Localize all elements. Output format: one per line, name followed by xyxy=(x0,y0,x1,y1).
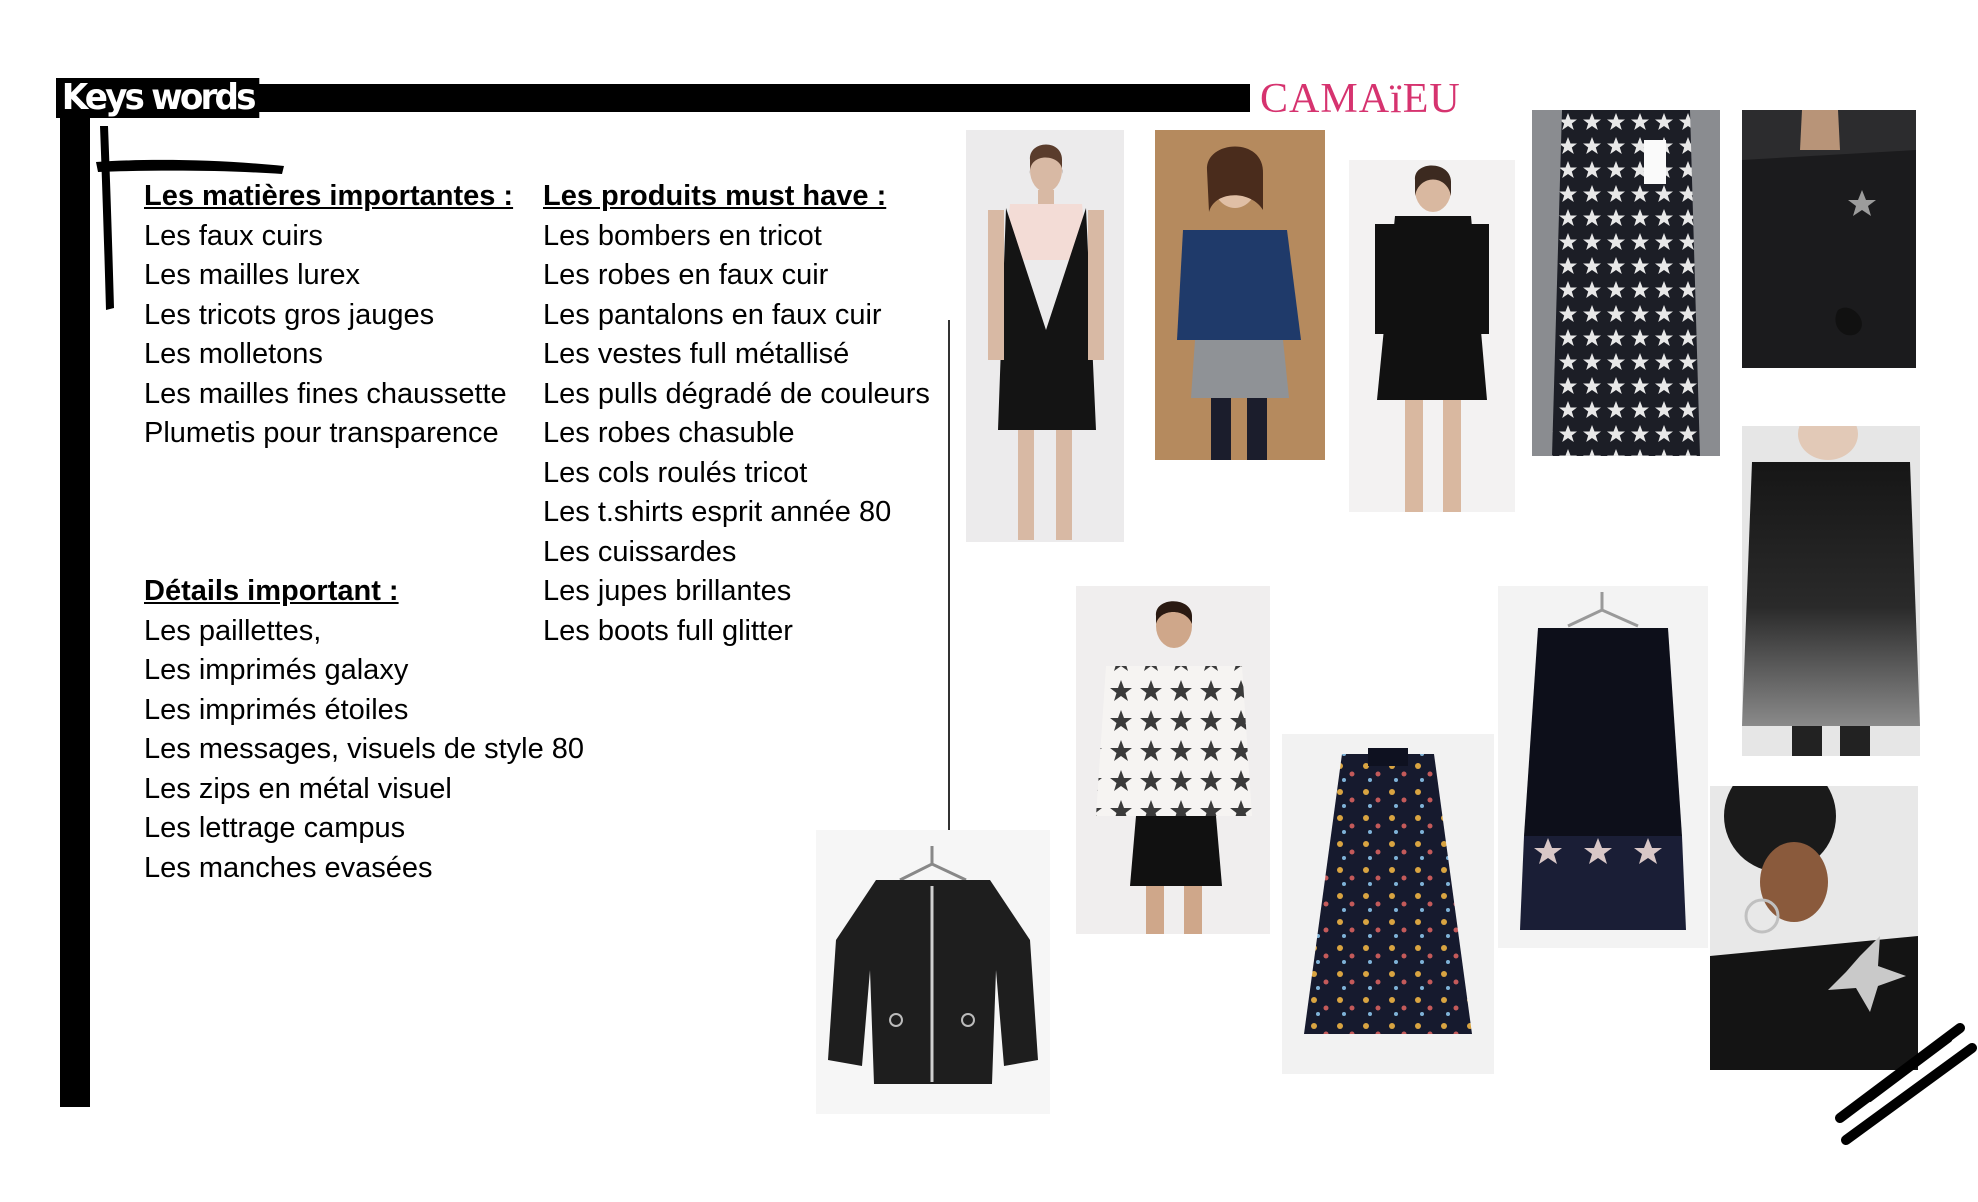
black-mini-dress-photo xyxy=(1349,160,1515,512)
materials-section xyxy=(144,177,513,454)
products-heading: Les produits must have : xyxy=(543,180,887,212)
details-section xyxy=(144,572,584,888)
details-heading: Détails important : xyxy=(144,575,399,607)
list-item: Les mailles fines chaussette xyxy=(144,377,507,410)
star-blouse-photo xyxy=(1076,586,1270,934)
list-item: Les pulls dégradé de couleurs xyxy=(543,377,930,410)
list-item: Les cols roulés tricot xyxy=(543,456,808,489)
list-item: Les jupes brillantes xyxy=(543,575,792,607)
list-item: Les paillettes, xyxy=(144,614,322,647)
star-print-dress-photo xyxy=(1532,110,1720,456)
list-item: Les faux cuirs xyxy=(144,219,323,252)
list-item: Les robes en faux cuir xyxy=(543,259,829,291)
list-item: Les messages, visuels de style 80 xyxy=(144,733,585,765)
list-item: Les mailles lurex xyxy=(144,259,360,291)
list-item: Les zips en métal visuel xyxy=(144,772,452,805)
sweater-metallic-skirt-photo xyxy=(1155,130,1325,460)
list-item: Les manches evasées xyxy=(144,851,433,884)
list-item: Les t.shirts esprit année 80 xyxy=(543,496,892,528)
list-item: Les boots full glitter xyxy=(543,614,793,647)
list-item: Les robes chasuble xyxy=(543,417,795,449)
list-item: Les bombers en tricot xyxy=(543,219,822,252)
list-item: Les lettrage campus xyxy=(144,812,406,844)
brand-logo: CAMAïEU xyxy=(1260,76,1461,122)
sleeveless-star-dress-photo xyxy=(1498,586,1708,948)
galaxy-print-dress-photo xyxy=(1282,734,1494,1074)
list-item: Les molletons xyxy=(144,338,323,370)
list-item: Les imprimés étoiles xyxy=(144,693,409,726)
list-item: Les pantalons en faux cuir xyxy=(543,298,882,331)
materials-heading: Les matières importantes : xyxy=(144,180,514,212)
divider-line xyxy=(948,320,950,840)
black-knot-shirt-photo xyxy=(1742,110,1916,368)
list-item: Plumetis pour transparence xyxy=(144,417,499,449)
knit-bomber-photo xyxy=(816,830,1050,1114)
page-title: Keys words xyxy=(56,78,259,118)
list-item: Les imprimés galaxy xyxy=(144,654,409,686)
degrade-sweater-photo xyxy=(1742,426,1920,756)
list-item: Les cuissardes xyxy=(543,535,737,568)
slash-mark-decoration xyxy=(1830,1000,1978,1150)
products-section xyxy=(543,177,930,651)
list-item: Les vestes full métallisé xyxy=(543,338,850,370)
list-item: Les tricots gros jauges xyxy=(144,298,435,331)
pinafore-dress-photo xyxy=(966,130,1124,542)
